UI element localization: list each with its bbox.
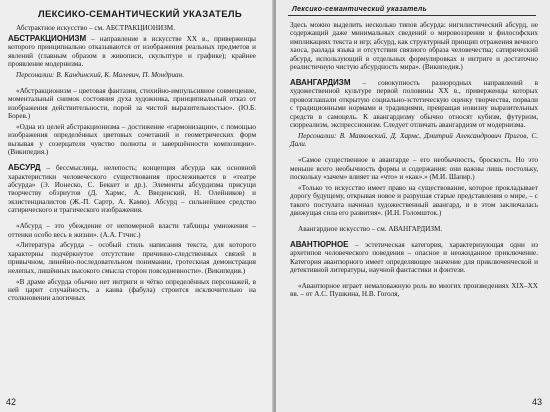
entry-definition: – совокупность разнородных направлений в художественной культуре первой половины XX в., приверженцы которых провозглашали открытую социально-эстетическую оценку творчества, порвали с традиционными нормами и традициями, превращая новизну выразительных средств в самоцель. К авангардизму обычно относят кубизм, футуризм, сюрреализм, экспрессионизм. Следует отличать авангардизм от модернизма. xyxy=(290,78,538,129)
personalities-line xyxy=(290,132,538,149)
entry-definition: – эстетическая категория, характеризующая одни из архетипов человеческого поведения – опасное и неожиданное приключение. Категория авантюрного имеет определяющее значение для приключенческой и детективной литературы, научной фантастики и фэнтези. xyxy=(290,240,538,275)
entry-avant-gardism xyxy=(290,79,538,129)
page-number: 42 xyxy=(6,397,17,407)
quotation: «В драме абсурда обычно нет интриги и чётко определённых персонажей, в ней царит случайность, а канва (фабула) строится исключительно на столкновении алогичных xyxy=(8,277,256,303)
quotation: «Авантюрное играет немаловажную роль во многих произведениях XIX–XX вв. – от А.С. Пушкина, Н.В. Гоголя, xyxy=(290,282,538,299)
entry-absurd xyxy=(8,164,256,214)
quotation-continued: Здесь можно выделить несколько типов абсурда: нигилистический абсурд, не содержащий даже минимальных сведений о мировоззрении и философских импликациях текста и игр; абсурд, как структурный принцип отражения вечного хаоса, разлада языка и отсутствия связного образа человечества; сатирический абсурд, использующий в отдельных формулировках и интриге и достаточно реалистичную чистую абсурдность мира». (Википедия.) xyxy=(290,21,538,72)
entry-definition: – бессмыслица, нелепость; концепция абсурда как основной характеристики человеческого существования прослеживается в «театре абсурда» (Э. Ионеско, С. Беккет и др.). Элементы абсурдизма присущи творчеству обэриутов (Д. Хармс, А. Введенский, Н. Олейников) и экзистенциалистов (Ж.-П. Сартр, А. Камю). Абсурд – сильнейшее средство сатирического и трагического изображения. xyxy=(8,164,256,215)
entry-headword: АБСУРД xyxy=(8,163,41,173)
personalities-line xyxy=(8,71,256,79)
personalities-text: Персоналии: В. Кандинский, К. Малевич, П. Мондриан. xyxy=(16,71,184,80)
running-head: Лексико-семантический указатель xyxy=(292,6,427,13)
quotation: «Абсурд – это убеждение от непомерной власти таблицы умножения – оттенки особо весь в жизни». (А.А. Гтчис.) xyxy=(8,222,256,239)
quotation: «Только то искусство имеет право на существование, которое прокладывает дорогу будущему, открывая новое и разрушая старые представления о мире, – с такого постулата начинал художественный авангард, и в этом заключалась движущая сила его развития». (И.Н. Голомшток.) xyxy=(290,183,538,218)
quotation: «Одна из целей абстракционизма – достижение «гармонизации», с помощью изображения определённых цветовых сочетаний и геометрических форм вызывая у созерцателя чувство полноты и завершённости композиции». (Википедия.) xyxy=(8,123,256,157)
left-page xyxy=(0,0,274,412)
right-page-text xyxy=(290,21,538,301)
page-number: 43 xyxy=(531,397,542,407)
cross-reference: Абстрактное искусство – см. АБСТРАКЦИОНИЗМ. xyxy=(16,24,175,32)
entry-definition: – направление в искусстве XX в., приверженцы которого принципиально отказываются от изображения реальных предметов и явлений (главным образом в живописи, скульптуре и графике); крайнее проявление модернизма. xyxy=(8,34,256,69)
personalities-text: Персоналии: В. Маяковский, Д. Хармс, Дмитрий Александрович Пригов, С. Дали. xyxy=(290,131,538,149)
entry-adventurous xyxy=(290,241,538,275)
entry-headword: АБСТРАКЦИОНИЗМ xyxy=(8,33,87,43)
entry-headword: АВАНТЮРНОЕ xyxy=(290,239,349,249)
quotation: «Литература абсурда – особый стиль написания текста, для которого характерны подчёркнутое отсутствие причинно-следственных связей в привычном, линейно-последовательном понимании, гротескная демонстрация нелепых, лишённых высокого смысла сторон повседневности». (Википедия.) xyxy=(8,241,256,275)
running-head: ЛЕКСИКО-СЕМАНТИЧЕСКИЙ УКАЗАТЕЛЬ xyxy=(38,9,242,20)
right-page xyxy=(276,0,550,412)
entry-abstractionism xyxy=(8,35,256,69)
quotation: «Самое существенное в авангарде – его необычность, броскость. Но это меньше всего необычность формы и содержания: они важны лишь постольку, поскольку «зачем» влияет на «что» и «как».» (М.И. Шапир.) xyxy=(290,156,538,181)
entry-headword: АВАНГАРДИЗМ xyxy=(290,77,351,87)
header-rule xyxy=(288,15,536,16)
quotation: «Абстракционизм – цветовая фантазия, стихийно-импульсивное совмещение, моментальный снимок состояния духа художника, принципиальный отказ от изображения действительности, порой за чистой выразительностью». (Ю.Б. Борев.) xyxy=(8,86,256,121)
left-page-text xyxy=(8,24,256,305)
cross-reference: Авангардное искусство – см. АВАНГАРДИЗМ. xyxy=(298,225,443,234)
